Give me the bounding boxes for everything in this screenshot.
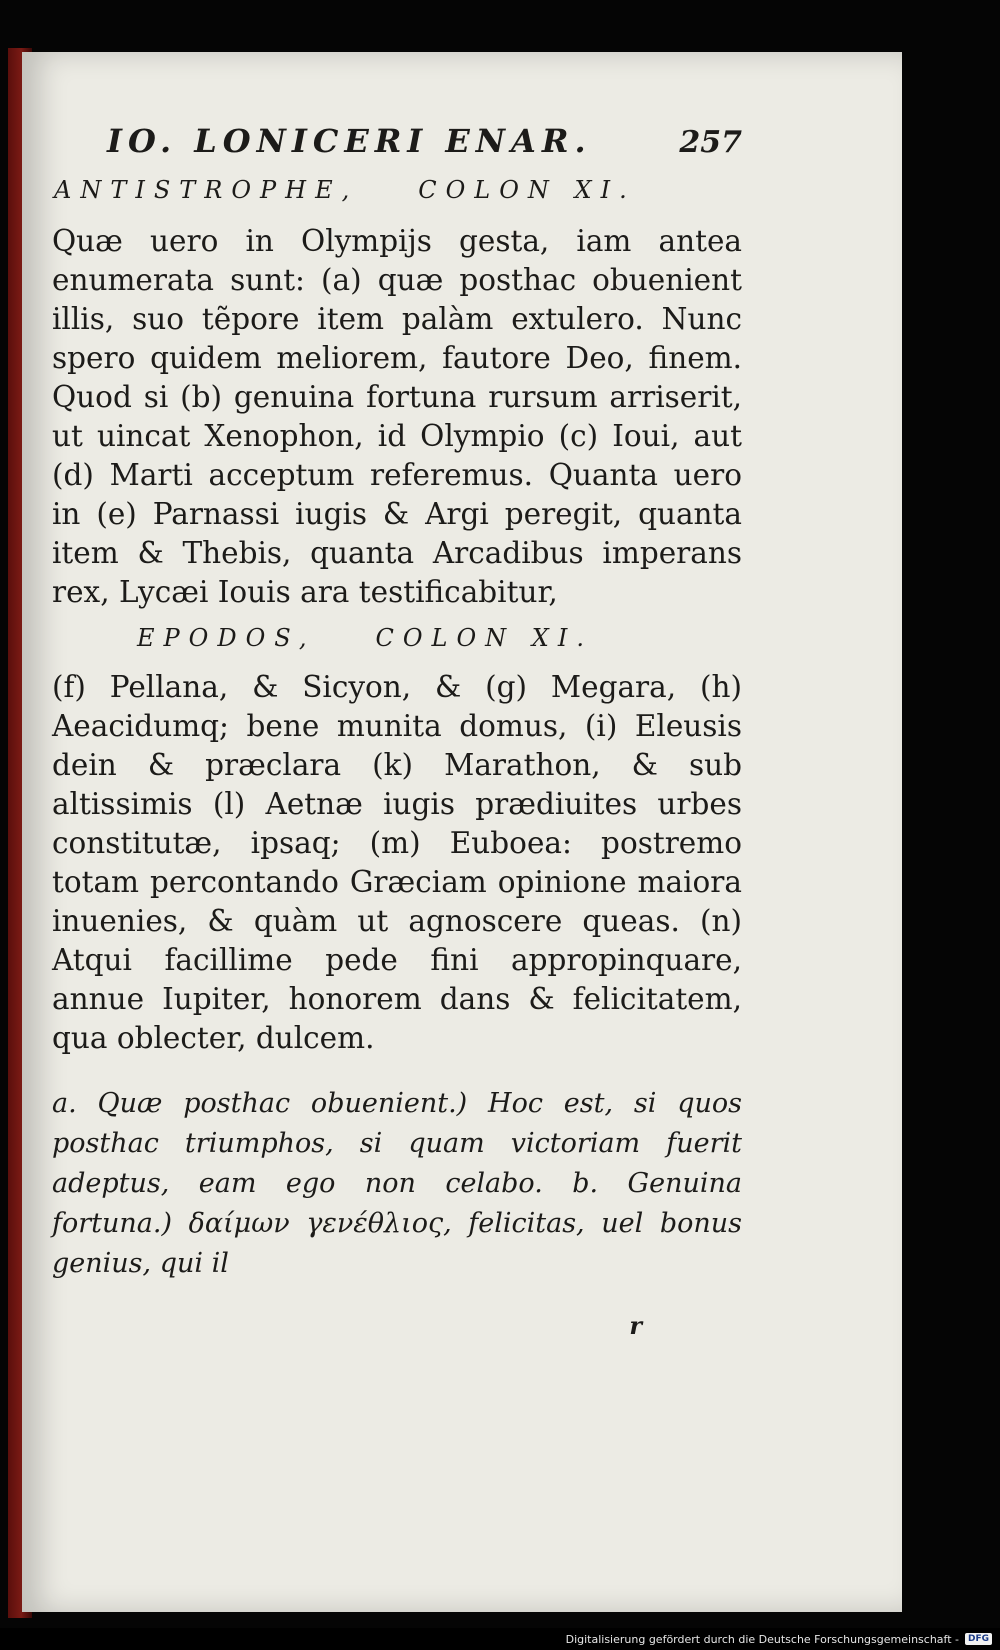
book-page [22,52,902,1612]
section-heading-antistrophe [52,170,742,210]
section-heading-label: EPODOS, [137,624,316,652]
page-number: 257 [679,125,742,160]
section-heading-label: ANTISTROPHE, [54,176,359,204]
section-heading-colon: COLON XI. [375,624,593,652]
section-heading-colon: COLON XI. [418,176,636,204]
dfg-logo-icon: DFG [965,1633,992,1645]
paragraph-epodos: (f) Pellana, & Sicyon, & (g) Megara, (h) Aeacidumq; bene munita domus, (i) Eleusis dein & præclara (k) Marathon, & sub altissimis (l) Aetnæ iugis prædiuites urbes constitutæ, ipsaq; (m) Euboea: postremo totam percontando Græciam opinione maiora inuenies, & quàm ut agnoscere queas. (n) Atqui facillime pede fini appropinquare, annue Iupiter, honorem dans & felicitatem, qua oblecter, dulcem. [52,670,742,1055]
footer-bar [0,1628,1000,1650]
running-head [52,122,742,170]
commentary-notes: a. Quæ posthac obuenient.) Hoc est, si quos posthac triumphos, si quam victoriam fuerit adeptus, eam ego non celabo. b. Genuina fortuna.) δαίμων γενέθλιος, felicitas, uel bonus genius, qui il [52,1088,742,1279]
page-content [52,122,742,1340]
section-heading-epodos [52,618,742,658]
paragraph-antistrophe: Quæ uero in Olympijs gesta, iam antea enumerata sunt: (a) quæ posthac obuenient illis, suo tẽpore item palàm extulero. Nunc spero quidem meliorem, fautore Deo, finem. Quod si (b) genuina fortuna rursum arriserit, ut uincat Xenophon, id Olympio (c) Ioui, aut (d) Marti acceptum referemus. Quanta uero in (e) Parnassi iugis & Argi peregit, quanta item & Thebis, quanta Arcadibus imperans rex, Lycæi Iouis ara testificabitur, [52,224,742,609]
running-head-title: IO. LONICERI ENAR. [107,122,592,160]
catchword: r [629,1311,642,1340]
footer-credit: Digitalisierung gefördert durch die Deutsche Forschungsgemeinschaft - [565,1632,959,1646]
